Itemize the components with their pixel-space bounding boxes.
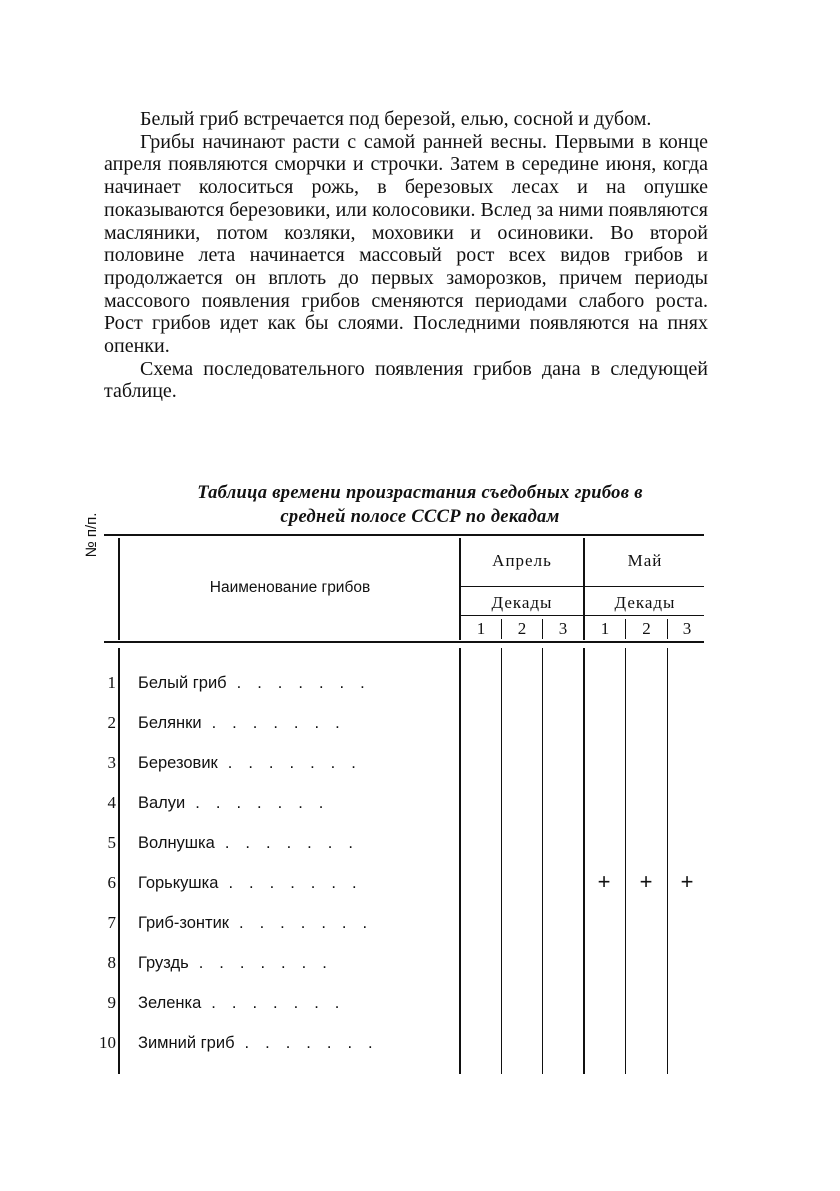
row-num: 1 [107,673,116,692]
row-num: 8 [107,953,116,972]
table-title-line-2: средней полосе СССР по декадам [280,507,560,527]
row-name: Груздь ....... [138,954,343,972]
row-num: 9 [107,993,116,1012]
table-title-line-1: Таблица времени произрастания съедобных грибов в [197,483,643,503]
row-num: 7 [107,913,116,932]
row-num: 2 [107,713,116,732]
row-name: Гриб-зонтик ....... [138,914,384,932]
mark-may-2: + [639,869,653,894]
row-num: 10 [99,1033,116,1052]
mark-may-3: + [680,869,694,894]
row-num: 3 [107,753,116,772]
body-num-rule [118,648,120,1074]
body-a3-rule [542,648,543,1074]
body-a2-rule [501,648,502,1074]
body-name-rule [459,648,461,1074]
decade-a2: 2 [517,619,527,638]
header-month-may: Май [627,551,663,570]
mark-may-1: + [597,869,611,894]
row-name: Зеленка ....... [138,994,356,1012]
body-m2-rule [625,648,626,1074]
row-name: Зимний гриб ....... [138,1034,389,1052]
header-decades-april: Декады [491,593,553,612]
decade-m3: 3 [682,619,692,638]
row-name: Горькушка ....... [138,874,373,892]
decade-a1: 1 [476,619,486,638]
row-num: 6 [107,873,116,892]
header-name: Наименование грибов [209,579,371,596]
header-month-april: Апрель [492,551,552,570]
decade-m1: 1 [600,619,610,638]
row-name: Березовик ....... [138,754,372,772]
body-month-rule [583,648,585,1074]
table-top-rule [104,534,704,536]
row-name: Белый гриб ....... [138,674,381,692]
body-m3-rule [667,648,668,1074]
header-num: № п/п. [83,512,100,558]
decade-a3: 3 [558,619,568,638]
num-column-rule [118,538,120,640]
month-rule [460,586,704,587]
header-decades-may: Декады [614,593,676,612]
row-name: Белянки ....... [138,714,356,732]
table-title [100,481,740,529]
paragraph-2: Грибы начинают расти с самой ранней весны. Первыми в конце апреля появляются сморчки и строчки. Затем в середине июня, когда начинает колоситься рожь, в березовых лесах и на опушке показываются березовики, или колосовики. Вслед за ними появляются масляники, потом козляки, моховики и осиновики. Во второй половине лета начинается массовый рост всех видов грибов и продолжается он вплоть до первых заморозков, причем периоды массового появления грибов сменяются периодами слабого роста. Рост грибов идет как бы слоями. Последними появляются на пнях опенки. [104,130,708,358]
paragraph-1: Белый гриб встречается под березой, елью, сосной и дубом. [140,108,652,130]
row-name: Волнушка ....... [138,834,369,852]
table-header-bottom-rule [104,641,704,643]
paragraph-3: Схема последовательного появления грибов дана в следующей таблице. [104,357,708,403]
decade-m2: 2 [642,619,651,638]
row-num: 5 [107,833,116,852]
row-name: Валуи ....... [138,794,340,812]
row-num: 4 [107,793,116,812]
decade-rule [460,615,704,616]
body-text [104,108,708,403]
